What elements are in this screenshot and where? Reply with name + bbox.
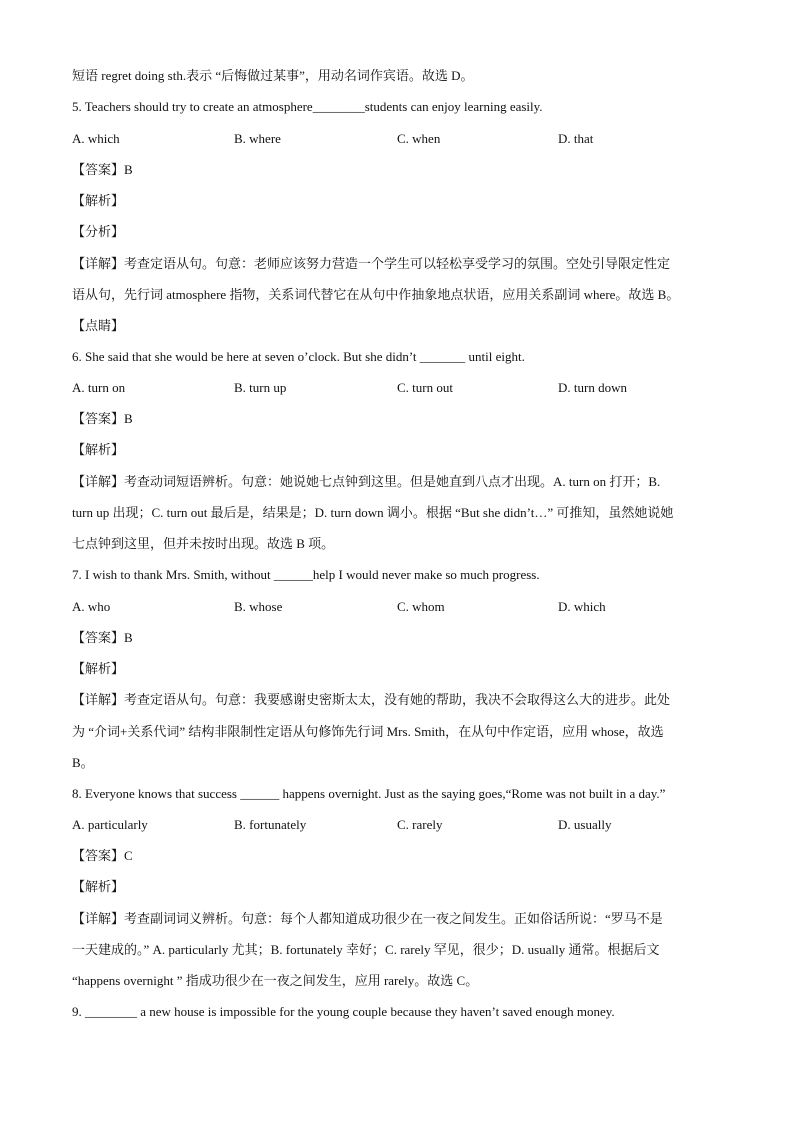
detail-explanation: 七点钟到这里，但并未按时出现。故选 B 项。 bbox=[72, 536, 335, 551]
question-8: 8. Everyone knows that success ______ happens overnight. Just as the saying goes,“Rome was not built in a day.” bbox=[72, 786, 666, 801]
detail-explanation: 【详解】考查定语从句。句意：老师应该努力营造一个学生可以轻松享受学习的氛围。空处引导限定性定 bbox=[72, 256, 671, 271]
option-b: B. where bbox=[234, 131, 281, 146]
option-b: B. turn up bbox=[234, 380, 287, 395]
option-a: A. turn on bbox=[72, 380, 126, 395]
detail-explanation: 【详解】考查动词短语辨析。句意：她说她七点钟到这里。但是她直到八点才出现。A. turn on 打开；B. bbox=[72, 474, 661, 489]
analysis-label: 【解析】 bbox=[72, 442, 125, 457]
answer-label: 【答案】B bbox=[72, 162, 133, 177]
tip-label: 【点睛】 bbox=[72, 318, 125, 333]
option-a: A. which bbox=[72, 131, 120, 146]
analysis-label: 【解析】 bbox=[72, 193, 125, 208]
detail-explanation: “happens overnight ” 指成功很少在一夜之间发生，应用 rarely。故选 C。 bbox=[72, 973, 479, 988]
option-d: D. which bbox=[558, 599, 606, 614]
question-9: 9. ________ a new house is impossible for the young couple because they haven’t saved enough money. bbox=[72, 1004, 615, 1019]
option-c: C. when bbox=[397, 131, 441, 146]
detail-explanation: 【详解】考查定语从句。句意：我要感谢史密斯太太，没有她的帮助，我决不会取得这么大的进步。此处 bbox=[72, 692, 671, 707]
detail-explanation: B。 bbox=[72, 755, 94, 770]
option-b: B. whose bbox=[234, 599, 283, 614]
explanation-line: 短语 regret doing sth.表示 “后悔做过某事”，用动名词作宾语。故选 D。 bbox=[72, 68, 474, 83]
option-a: A. who bbox=[72, 599, 111, 614]
option-c: C. turn out bbox=[397, 380, 453, 395]
answer-label: 【答案】C bbox=[72, 848, 133, 863]
detail-explanation: 为 “介词+关系代词” 结构非限制性定语从句修饰先行词 Mrs. Smith，在从句中作定语，应用 whose，故选 bbox=[72, 724, 664, 739]
option-b: B. fortunately bbox=[234, 817, 307, 832]
analysis-label: 【解析】 bbox=[72, 879, 125, 894]
question-6: 6. She said that she would be here at seven o’clock. But she didn’t _______ until eight. bbox=[72, 349, 525, 364]
option-d: D. that bbox=[558, 131, 594, 146]
detail-explanation: 一天建成的。” A. particularly 尤其；B. fortunately 幸好；C. rarely 罕见，很少；D. usually 通常。根据后文 bbox=[72, 942, 660, 957]
answer-label: 【答案】B bbox=[72, 630, 133, 645]
detail-explanation: 【详解】考查副词词义辨析。句意：每个人都知道成功很少在一夜之间发生。正如俗话所说：“罗马不是 bbox=[72, 911, 663, 926]
question-7: 7. I wish to thank Mrs. Smith, without ______help I would never make so much progress. bbox=[72, 567, 540, 582]
detail-explanation: turn up 出现；C. turn out 最后是，结果是；D. turn down 调小。根据 “But she didn’t…” 可推知，虽然她说她 bbox=[72, 505, 674, 520]
option-a: A. particularly bbox=[72, 817, 148, 832]
question-5: 5. Teachers should try to create an atmosphere________students can enjoy learning easily. bbox=[72, 99, 543, 114]
option-d: D. turn down bbox=[558, 380, 627, 395]
analysis-label: 【解析】 bbox=[72, 661, 125, 676]
option-c: C. rarely bbox=[397, 817, 443, 832]
detail-explanation: 语从句，先行词 atmosphere 指物，关系词代替它在从句中作抽象地点状语，应用关系副词 where。故选 B。 bbox=[72, 287, 680, 302]
analysis-sub-label: 【分析】 bbox=[72, 224, 125, 239]
option-d: D. usually bbox=[558, 817, 612, 832]
option-c: C. whom bbox=[397, 599, 445, 614]
answer-label: 【答案】B bbox=[72, 411, 133, 426]
